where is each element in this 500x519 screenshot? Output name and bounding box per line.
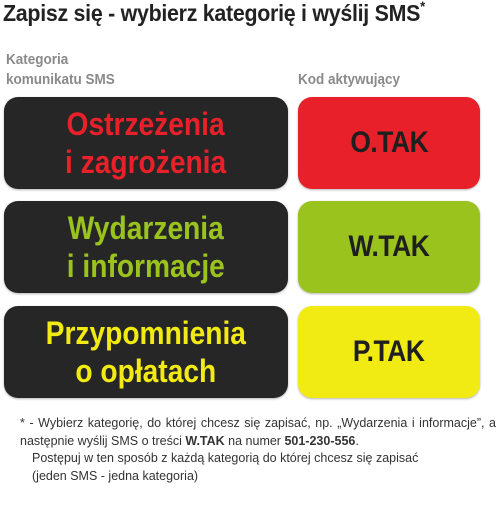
code-warnings <box>298 97 480 189</box>
category-warnings-line2: i zagrożenia <box>65 144 227 180</box>
category-reminders-line2: o opłatach <box>75 353 217 389</box>
category-header-line2: komunikatu SMS <box>6 71 115 88</box>
category-column-header <box>6 50 115 90</box>
footnote-instruction: * - Wybierz kategorię, do której chcesz się zapisać, np. „Wydarzenia i informacje”, a następnie wyślij SMS o treści W.TAK na numer 501-230-556. <box>20 416 496 448</box>
code-reminders <box>298 306 480 398</box>
category-header-line1: Kategoria <box>6 51 69 68</box>
footnote-line2: Postępuj w ten sposób z każdą kategorią do której chcesz się zapisać <box>32 451 419 465</box>
code-events-label: W.TAK <box>348 230 430 263</box>
category-warnings-line1: Ostrzeżenia <box>66 106 226 142</box>
code-reminders-label: P.TAK <box>353 335 425 368</box>
code-warnings-label: O.TAK <box>350 126 428 159</box>
page-title <box>3 0 463 36</box>
code-events <box>298 201 480 293</box>
footnote-number: 501-230-556 <box>284 433 356 448</box>
footnote <box>20 415 496 485</box>
category-reminders <box>4 306 288 398</box>
footnote-asterisk: * <box>20 416 25 430</box>
title-asterisk: * <box>420 0 425 14</box>
category-reminders-line1: Przypomnienia <box>45 315 247 351</box>
footnote-line3: (jeden SMS - jedna kategoria) <box>32 468 199 483</box>
category-events-line1: Wydarzenia <box>67 210 224 246</box>
code-column-header: Kod aktywujący <box>298 71 401 88</box>
category-events-line2: i informacje <box>66 248 226 284</box>
category-warnings <box>4 97 288 189</box>
category-events <box>4 201 288 293</box>
title-text: Zapisz się - wybierz kategorię i wyślij SMS <box>3 0 421 26</box>
footnote-code: W.TAK <box>185 433 225 448</box>
